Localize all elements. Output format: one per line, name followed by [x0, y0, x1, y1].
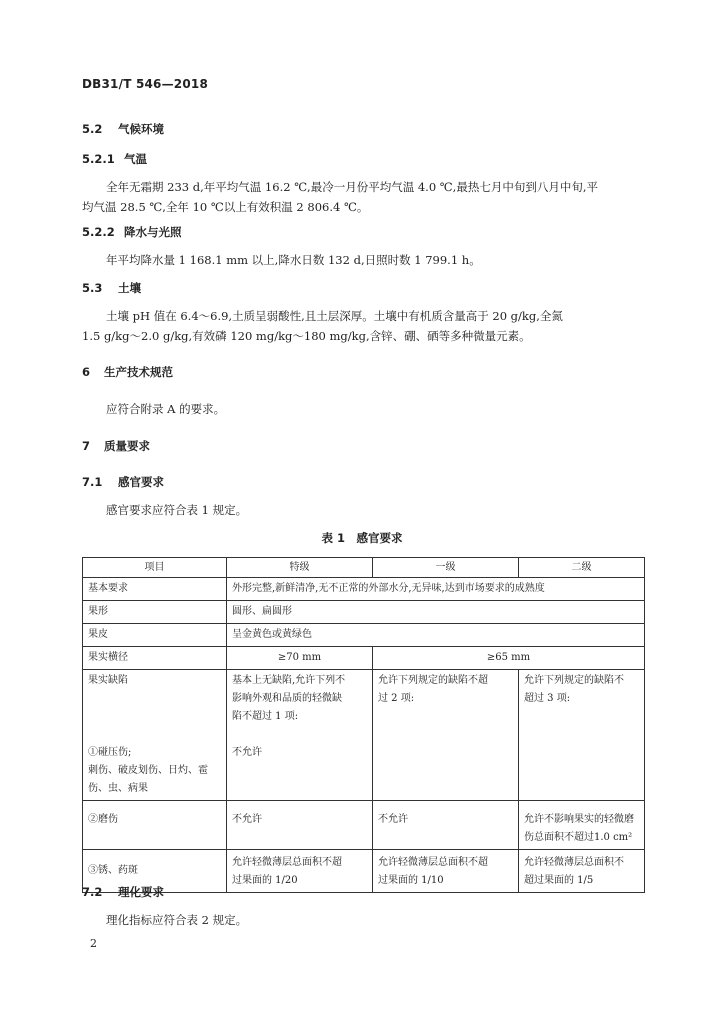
text-line: 1.5 g/kg～2.0 g/kg,有效磷 120 mg/kg～180 mg/kg,含锌、硼、硒等多种微量元素。 [82, 329, 531, 343]
section-number: 7 [82, 439, 91, 453]
header-first-grade: 一级 [373, 558, 519, 578]
text-line: 全年无霜期 233 d,年平均气温 16.2 ℃,最冷一月份平均气温 4.0 ℃,最热七月中旬到八月中旬,平 [106, 180, 598, 194]
section-number: 5.2.2 [82, 225, 115, 239]
cell-line: 影响外观和品质的轻微缺 [232, 693, 342, 704]
section-title: 降水与光照 [124, 225, 182, 239]
header-second-grade: 二级 [519, 558, 645, 578]
cell-line: 允许轻微薄层总面积不超 [378, 857, 488, 868]
cell-line: 伤总面积不超过1.0 cm² [524, 832, 633, 843]
abrasion-second-cell [519, 801, 645, 850]
page-number: 2 [90, 937, 97, 950]
defects-item-cell [83, 670, 227, 801]
section-heading-7-2 [82, 884, 164, 900]
text-line: 年平均降水量 1 168.1 mm 以上,降水日数 132 d,日照时数 1 799.1 h。 [106, 253, 481, 267]
table-row [83, 624, 645, 647]
cell-value: 外形完整,新鲜清净,无不正常的外部水分,无异味,达到市场要求的成熟度 [227, 578, 645, 601]
cell-value: 不允许 [227, 801, 373, 850]
section-title: 质量要求 [104, 439, 150, 453]
section-number: 7.2 [82, 885, 103, 899]
defects-second-cell [519, 670, 645, 801]
section-number: 6 [82, 365, 91, 379]
cell-line: 陷不超过 1 项: [232, 711, 299, 722]
text-line: 感官要求应符合表 1 规定。 [106, 503, 248, 517]
text-line: 理化指标应符合表 2 规定。 [106, 913, 248, 927]
row-label: 果实横径 [83, 647, 227, 670]
table-row [83, 601, 645, 624]
cell-value: ≥65 mm [373, 647, 645, 670]
section-title: 生产技术规范 [104, 365, 173, 379]
rust-special-cell [227, 850, 373, 893]
section-heading-5-2-1 [82, 151, 147, 167]
cell-line: 基本上无缺陷,允许下列不 [232, 675, 346, 686]
cell-line: 允许下列规定的缺陷不 [524, 675, 624, 686]
cell-line: 过 2 项: [378, 693, 415, 704]
paragraph-production [82, 399, 642, 419]
section-number: 5.2 [82, 122, 103, 136]
row-label: 刺伤、破皮划伤、日灼、雹 [88, 765, 208, 776]
cell-value: ≥70 mm [227, 647, 373, 670]
section-title: 感官要求 [118, 475, 164, 489]
cell-line: 不允许 [232, 747, 262, 758]
section-heading-7-1 [82, 474, 164, 490]
section-title: 气候环境 [118, 122, 164, 136]
row-label: 基本要求 [83, 578, 227, 601]
row-label: 伤、虫、病果 [88, 783, 148, 794]
text-line: 土壤 pH 值在 6.4～6.9,土质呈弱酸性,且土层深厚。土壤中有机质含量高于 20 g/kg,全氮 [106, 309, 563, 323]
defects-first-cell [373, 670, 519, 801]
cell-line: 过果面的 1/10 [378, 875, 444, 886]
document-code: DB31/T 546—2018 [82, 77, 208, 91]
text-line: 均气温 28.5 ℃,全年 10 ℃以上有效积温 2 806.4 ℃。 [82, 200, 369, 214]
section-title: 土壤 [118, 281, 141, 295]
section-title: 理化要求 [118, 885, 164, 899]
row-label: ②磨伤 [83, 801, 227, 850]
row-label: ③锈、药斑 [83, 850, 227, 893]
section-heading-7 [82, 438, 150, 454]
rust-first-cell [373, 850, 519, 893]
table-row [83, 578, 645, 601]
table-caption: 表 1 感官要求 [321, 531, 403, 545]
table-row [83, 647, 645, 670]
cell-line: 超过 3 项: [524, 693, 571, 704]
cell-line: 允许轻微薄层总面积不 [524, 857, 624, 868]
section-heading-6 [82, 364, 173, 380]
table-row [83, 801, 645, 850]
defects-special-cell [227, 670, 373, 801]
paragraph-soil [82, 306, 642, 346]
cell-line: 超过果面的 1/5 [524, 875, 594, 886]
cell-line: 允许不影响果实的轻微磨 [524, 814, 634, 825]
section-number: 7.1 [82, 475, 103, 489]
text-line: 应符合附录 A 的要求。 [106, 402, 226, 416]
cell-value: 不允许 [373, 801, 519, 850]
section-heading-5-2 [82, 121, 164, 137]
header-special-grade: 特级 [227, 558, 373, 578]
cell-value: 呈金黄色或黄绿色 [227, 624, 645, 647]
section-number: 5.2.1 [82, 152, 115, 166]
paragraph-temperature [82, 177, 642, 217]
section-title: 气温 [124, 152, 147, 166]
header-item: 项目 [83, 558, 227, 578]
sensory-requirements-table [82, 557, 645, 893]
rust-second-cell [519, 850, 645, 893]
row-label: 果皮 [83, 624, 227, 647]
table-header-row [83, 558, 645, 578]
paragraph-physicochemical [82, 910, 642, 930]
section-heading-5-2-2 [82, 224, 182, 240]
cell-line: 过果面的 1/20 [232, 875, 298, 886]
paragraph-sensory [82, 500, 642, 520]
table-row [83, 850, 645, 893]
section-number: 5.3 [82, 281, 103, 295]
row-label: 果实缺陷 [88, 675, 128, 686]
paragraph-precipitation [82, 250, 642, 270]
cell-line: 允许下列规定的缺陷不超 [378, 675, 488, 686]
cell-line: 允许轻微薄层总面积不超 [232, 857, 342, 868]
row-label: 果形 [83, 601, 227, 624]
row-label: ①碰压伤; [88, 747, 132, 758]
cell-value: 圆形、扁圆形 [227, 601, 645, 624]
table-row [83, 670, 645, 801]
section-heading-5-3 [82, 280, 141, 296]
